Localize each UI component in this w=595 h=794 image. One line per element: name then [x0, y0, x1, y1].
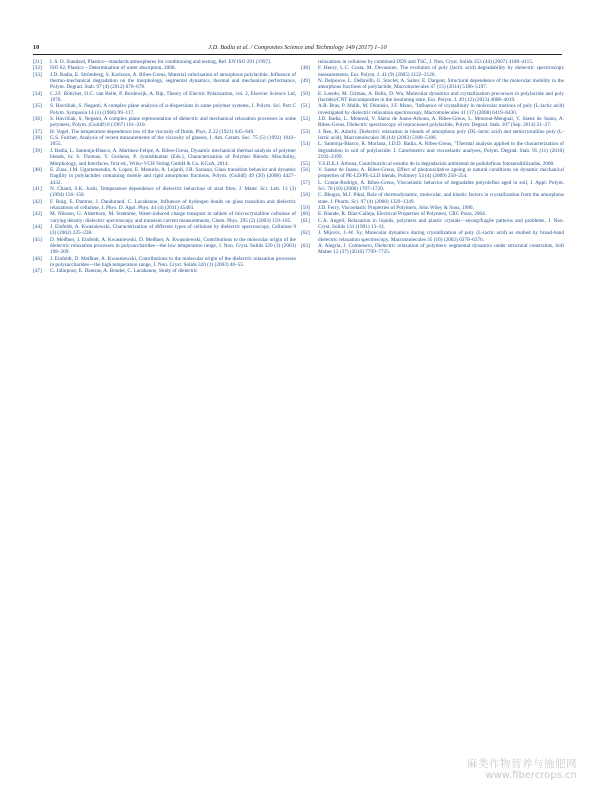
reference-text[interactable]: S. Havriliak, S. Negami, A complex plane representation of dielectric and mechanical relaxation processes in some polymers, Polym. (Guildf) 8 (1967) 161–210.	[50, 116, 296, 129]
reference-number: [52]	[301, 116, 310, 123]
reference-number: [46]	[33, 255, 42, 262]
reference-number: [45]	[33, 236, 42, 243]
running-head: J.D. Badia et al. / Composites Science and Technology 149 (2017) 1–10	[208, 44, 387, 51]
reference-item	[33, 167, 296, 186]
reference-text[interactable]: E. Laredo, M. Grimau, A. Bello, D. Wu, Molecular dynamics and crystallization precursors in polylactide and poly (lactide)/CNT biocomposites in the insulating state, Eur. Polym. J. 49 (12) (2013) 4008–4019.	[318, 90, 564, 104]
reference-number: [62]	[301, 230, 310, 237]
reference-item	[301, 167, 564, 180]
watermark-url: www.fibercrops.cn	[485, 770, 577, 781]
reference-text[interactable]: F. Roig, E. Dantras, J. Dandurand, C. Lacabanne, Influence of hydrogen bonds on glass transition and dielectric relaxations of cellulose, J. Phys. D. Appl. Phys. 44 (4) (2011) 45403.	[50, 198, 296, 211]
watermark-cn: 麻类作物营养与施肥网	[467, 758, 577, 770]
reference-column-right	[301, 59, 564, 256]
reference-number: [41]	[33, 185, 42, 192]
reference-number: [50]	[301, 90, 310, 97]
reference-text[interactable]: J. Ren, K. Adachi, Dielectric relaxation in blends of amorphous poly (DL-lactic acid) and semicrystalline poly (L-lactic acid), Macromolecules 36 (14) (2003) 5180–5186.	[318, 128, 564, 142]
reference-text[interactable]: J.D. Ferry, Viscoelastic Properties of Polymers, John Wiley & Sons, 1980.	[318, 204, 474, 211]
reference-text[interactable]: C. Bhugra, M.J. Pikal, Role of thermodynamic, molecular, and kinetic factors in crystallization from the amorphous state, J. Pharm. Sci. 97 (4) (2008) 1329–1349.	[318, 192, 564, 205]
reference-number: [39]	[33, 147, 42, 154]
reference-item	[301, 103, 564, 116]
reference-number: [34]	[33, 90, 42, 97]
reference-number: [40]	[33, 166, 42, 173]
reference-number: [43]	[33, 211, 42, 218]
reference-item	[33, 116, 296, 129]
reference-item	[33, 224, 296, 237]
reference-item	[301, 129, 564, 142]
reference-text[interactable]: ISO 62, Plastics – Determination of water absorption, 2008.	[50, 65, 176, 72]
reference-number: [42]	[33, 198, 42, 205]
reference-item	[301, 65, 564, 78]
reference-item	[33, 211, 296, 224]
reference-number: [59]	[301, 204, 310, 211]
reference-item	[301, 192, 564, 205]
reference-number: [32]	[33, 65, 42, 72]
reference-item	[33, 237, 296, 256]
reference-item	[33, 268, 296, 274]
reference-number: [49]	[301, 78, 310, 85]
reference-text[interactable]: N. Chand, S.K. Joshi, Temperature dependence of dielectric behaviour of sisal fibre, J. Mater. Sci. Lett. 13 (3) (1994) 156–158.	[50, 185, 296, 199]
reference-item	[33, 148, 296, 167]
reference-text[interactable]: I. S. O. Standard, Plastics—standards atmospheres for conditioning and testing, Ref. EN ISO 291 (1997).	[50, 59, 272, 65]
reference-text[interactable]: N. Delpouve, L. Delbreilh, G. Stoclet, A. Saiter, E. Dargent, Structural dependence of the molecular mobility in the amorphous fractions of polylactide, Macromolecules 47 (15) (2014) 5186–5197.	[318, 78, 564, 91]
reference-item	[33, 103, 296, 116]
reference-text[interactable]: G. Jafarpour, E. Dantras, A. Boudet, C. Lacabanne, Study of dielectric	[50, 268, 198, 275]
reference-text[interactable]: F. Henry, L.C. Costa, M. Devassine, The evolution of poly (lactic acid) degradability by dielectric spectroscopy measurements, Eur. Polym. J. 41 (9) (2005) 2122–2126.	[318, 65, 564, 78]
reference-text[interactable]: J. Einfeldt, D. Meißner, A. Kwasniewski, Contributions to the molecular origin of the dielectric relaxation processes in polysaccharides—the high temperature range, J. Non. Cryst. Solids 320 (1) (2003) 40–55.	[50, 255, 296, 268]
reference-text[interactable]: E. Riande, R. Díaz-Calleja, Electrical Properties of Polymers, CRC Press, 2004.	[318, 211, 487, 218]
reference-item	[301, 141, 564, 160]
reference-number: [48]	[301, 65, 310, 72]
reference-number: [57]	[301, 179, 310, 186]
reference-text[interactable]: J. Einfeldt, A. Kwasniewski, Characterization of different types of cellulose by dielectric spectroscopy, Cellulose 9 (3) (2002) 225–238.	[50, 223, 296, 237]
reference-text[interactable]: V. Saenz de Juano, A. Ribes-Greus, Effect of photooxidative ageing at natural conditions on dynamic mechanical properties of PE-LD/PE-LLD blends, Polimery 54 (4) (2009) 250–254.	[318, 166, 564, 180]
page-header	[33, 44, 562, 54]
reference-item	[33, 199, 296, 212]
reference-item	[301, 78, 564, 91]
reference-number: [47]	[33, 268, 42, 275]
reference-text[interactable]: V.S.D.E.J. Arbona, Contribución al estudio de la degradación ambiental de poliolefinas fotosensibilizadas, 2008.	[318, 160, 555, 167]
reference-text[interactable]: C.J.F. Böttcher, O.C. van Belle, P. Bordewijk, A. Rip, Theory of Electric Polarization, vol. 2, Elsevier Science Ltd, 1978.	[50, 90, 296, 104]
reference-item	[33, 91, 296, 104]
reference-number: [31]	[33, 59, 42, 65]
reference-text[interactable]: J. Mijovic, J.-W. Sy, Molecular dynamics during crystallization of poly (L-lactic acid) as studied by broad-band dielectric relaxation spectroscopy, Macromolecules 35 (16) (2002) 6370–6376.	[318, 230, 564, 243]
reference-item	[33, 135, 296, 148]
reference-item	[33, 186, 296, 199]
reference-text[interactable]: S. Havriliak, S. Negami, A complex plane analysis of α-dispersions in some polymer systems, J. Polym. Sci. Part C Polym. Symposia 14 (1) (1966) 99–117.	[50, 103, 296, 116]
reference-number: [58]	[301, 192, 310, 199]
reference-item	[301, 218, 564, 231]
reference-number: [54]	[301, 141, 310, 148]
reference-number: [55]	[301, 160, 310, 167]
reference-item	[33, 72, 296, 91]
reference-item	[301, 230, 564, 243]
reference-text[interactable]: J.D. Badia, E. Strömberg, S. Karlsson, A. Ribes-Greus, Material valorisation of amorphous polylactide. Influence of thermo-mechanical degradation on the morphology, segmental dynamics, thermal and mechanical performance, Polym. Degrad. Stab. 97 (4) (2012) 670–678.	[50, 71, 296, 91]
reference-item	[33, 256, 296, 269]
reference-text[interactable]: L. Santonja-Blasco, R. Moriana, J.D.D. Badia, A. Ribes-Greus, "Thermal analysis applied to the characterization of degradation in soil of polylactide: I. Calorimetric and viscoelastic analyses, Polym. Degrad. Stab. 95 (11) (2010) 2192–2199.	[318, 141, 564, 161]
page-number: 10	[33, 44, 40, 51]
reference-item	[301, 116, 564, 129]
reference-number: [36]	[33, 116, 42, 123]
reference-text[interactable]: G.S. Fulcher, Analysis of recent measurements of the viscosity of glasses, J. Am. Ceram. Soc. 75 (5) (1992) 1043–1055.	[50, 135, 296, 148]
reference-text[interactable]: H. Vogel, The temperature dependence law of the viscosity of fluids, Phys. Z 22 (1921) 645–646.	[50, 128, 255, 135]
reference-item	[301, 243, 564, 256]
reference-number: [35]	[33, 103, 42, 110]
reference-item	[301, 91, 564, 104]
reference-text[interactable]: A. Alegria, J. Colmenero, Dielectric relaxation of polymers: segmental dynamics under structural constraints, Soft Matter 12 (37) (2016) 7709–7725.	[318, 242, 564, 256]
reference-number: [38]	[33, 135, 42, 142]
reference-text[interactable]: A.R. Bras, P. Malik, M. Dionisio, J.F. Mano, "Influence of crystallinity in molecular motions of poly (L-lactic acid) investigated by dielectric relaxation spectroscopy, Macromolecules 41 (17) (2008) 6419–6430.	[318, 103, 564, 116]
watermark	[467, 758, 577, 782]
reference-text[interactable]: J. Badia, L. Santonja-Blasco, A. Martínez-Felipe, A. Ribes-Greus, Dynamic mechanical thermal analysis of polymer blends, in: S. Thomas, Y. Grohens, P. Jyotishkumar (Eds.), Characterization of Polymer Blends: Miscibility, Morphology, and Interfaces, first ed., Wiley-VCH Verlag GmbH & Co. KGaA, 2014.	[50, 147, 296, 167]
reference-number: [51]	[301, 103, 310, 110]
reference-number: [60]	[301, 211, 310, 218]
reference-text[interactable]: relaxations in cellulose by combined DDS and TSC, J. Non. Cryst. Solids 353 (44) (2007) 4108–4115.	[318, 59, 534, 65]
reference-number: [53]	[301, 128, 310, 135]
reference-text[interactable]: D. Meißner, J. Einfeldt, A. Kwasniewski, D. Meißner, A. Kwasniewski, Contributions to the molecular origin of the dielectric relaxation processes in polysaccharides—the low temperature range, J. Non. Cryst. Solids 320 (3) (2003) 198–209.	[50, 236, 296, 256]
reference-text[interactable]: C.A. Angell, Relaxation in liquids, polymers and plastic crystals—strong/fragile patterns and problems, J. Non. Cryst. Solids 131 (1991) 13–31.	[318, 217, 564, 230]
reference-number: [33]	[33, 71, 42, 78]
reference-text[interactable]: J.D. Badia, L. Monreal, V. Sáenz de Juano-Arbona, A. Ribes-Greus, L. Monreal-Mengual, V. Sáenz de Juano, A. Ribes-Greus, Dielectric spectroscopy of reprocessed polylactide, Polym. Degrad. Stab. 107 (Sep. 2014) 21–27.	[318, 116, 564, 129]
reference-number: [56]	[301, 166, 310, 173]
reference-number: [44]	[33, 223, 42, 230]
reference-text[interactable]: M. Nilsson, G. Alderborn, M. Strømme, Water-induced charge transport in tablets of microcrystalline cellulose of varying density: dielectric spectroscopy and transient current measurements, Chem. Phys. 295 (2) (2003) 159–165.	[50, 211, 296, 224]
reference-column-left	[33, 59, 296, 275]
reference-number: [63]	[301, 242, 310, 249]
header-rule	[33, 54, 562, 55]
reference-text[interactable]: L. Contat-Rodrigo, A. Ribes-Greus, Viscoelastic behavior of degradable polyolefins aged in soil, J. Appl. Polym. Sci. 78 (10) (2000) 1707–1720.	[318, 179, 564, 192]
reference-number: [37]	[33, 128, 42, 135]
reference-item	[301, 180, 564, 193]
reference-text[interactable]: E. Zuza, J.M. Ugartemendia, A. Lopez, E. Meaurio, A. Lejardi, J.R. Sarasua, Glass transition behavior and dynamic fragility in polylactides containing mobile and rigid amorphous fractions, Polym. (Guildf) 49 (20) (2008) 4427–4432.	[50, 166, 296, 186]
reference-number: [61]	[301, 217, 310, 224]
